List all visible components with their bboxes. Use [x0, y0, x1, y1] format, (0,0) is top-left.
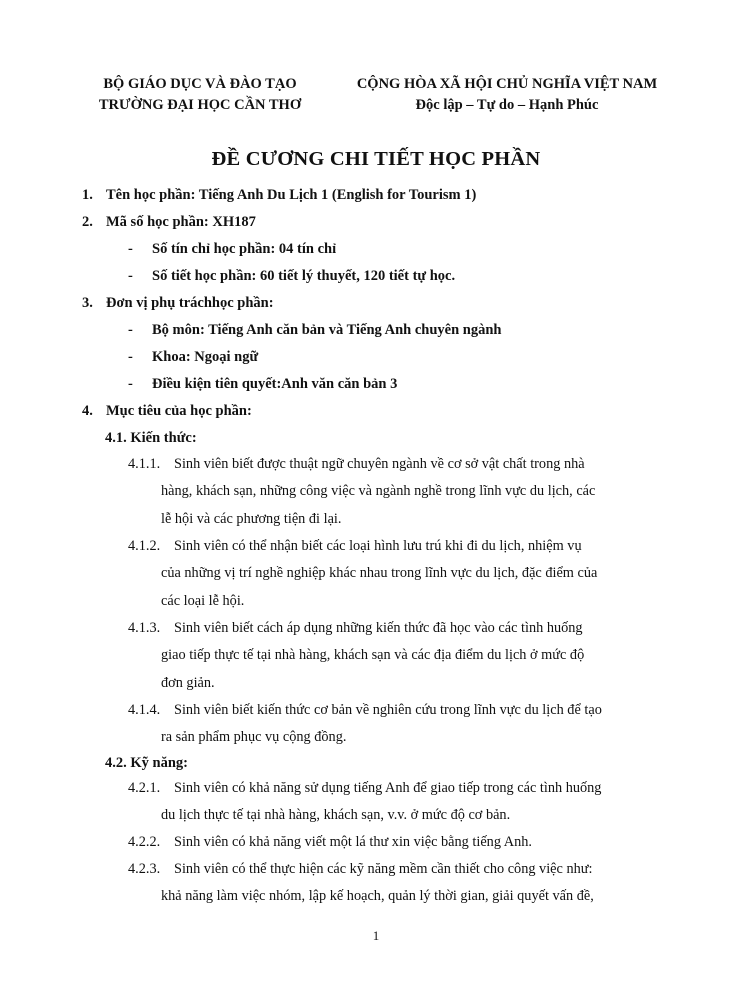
section-3-item: - Bộ môn: Tiếng Anh căn bản và Tiếng Anh chuyên ngành — [128, 322, 502, 338]
page-number: 1 — [372, 928, 380, 943]
document-title: ĐỀ CƯƠNG CHI TIẾT HỌC PHẦN — [211, 148, 541, 170]
section-3-item: - Khoa: Ngoại ngữ — [128, 349, 259, 365]
objective-4-2-1: 4.2.1. Sinh viên có khả năng sử dụng tiếng Anh để giao tiếp trong các tình huống du lịch thực tế tại nhà hàng, khách sạn, v.v. ở mức độ cơ bản. — [128, 780, 602, 824]
objective-4-2-3: 4.2.3. Sinh viên có thể thực hiện các kỹ năng mềm cần thiết cho công việc như: khả năng làm việc nhóm, lập kế hoạch, quản lý thời gian, giải quyết vấn đề, — [128, 861, 594, 905]
section-3-item: - Điều kiện tiên quyết:Anh văn căn bản 3 — [128, 376, 398, 392]
objective-4-1-3: 4.1.3. Sinh viên biết cách áp dụng những kiến thức đã học vào các tình huống giao tiếp thực tế tại nhà hàng, khách sạn và các địa điểm du lịch ở mức độ đơn giản. — [128, 620, 585, 691]
ministry-name: BỘ GIÁO DỤC VÀ ĐÀO TẠO — [103, 76, 297, 92]
objective-4-2-2: 4.2.2. Sinh viên có khả năng viết một lá thư xin việc bằng tiếng Anh. — [128, 834, 532, 850]
header-nation — [332, 74, 682, 116]
subsection-4-2-title: 4.2. Kỹ năng: — [105, 755, 188, 771]
section-2-item: - Số tín chỉ học phần: 04 tín chỉ — [128, 241, 337, 257]
nation-name: CỘNG HÒA XÃ HỘI CHỦ NGHĨA VIỆT NAM — [356, 76, 658, 92]
university-name: TRƯỜNG ĐẠI HỌC CẦN THƠ — [98, 97, 302, 113]
section-2-item: - Số tiết học phần: 60 tiết lý thuyết, 120 tiết tự học. — [128, 268, 456, 284]
section-4: 4. Mục tiêu của học phần: — [82, 403, 252, 419]
objective-4-1-2: 4.1.2. Sinh viên có thể nhận biết các loại hình lưu trú khi đi du lịch, nhiệm vụ của những vị trí nghề nghiệp khác nhau trong lĩnh vực du lịch, đặc điểm của các loại lễ hội. — [128, 538, 598, 609]
section-2: 2. Mã số học phần: XH187 — [82, 214, 256, 230]
subsection-4-1-title: 4.1. Kiến thức: — [105, 430, 197, 446]
objective-4-1-1: 4.1.1. Sinh viên biết được thuật ngữ chuyên ngành về cơ sở vật chất trong nhà hàng, khách sạn, những công việc và ngành nghề trong lĩnh vực du lịch, các lễ hội và các phương tiện đi lại. — [128, 456, 596, 527]
header-ministry — [80, 74, 320, 116]
objective-4-1-4: 4.1.4. Sinh viên biết kiến thức cơ bản về nghiên cứu trong lĩnh vực du lịch để tạo ra sản phẩm phục vụ cộng đồng. — [128, 702, 602, 746]
section-1: 1. Tên học phần: Tiếng Anh Du Lịch 1 (English for Tourism 1) — [82, 187, 477, 203]
nation-motto: Độc lập – Tự do – Hạnh Phúc — [415, 97, 599, 113]
section-3: 3. Đơn vị phụ tráchhọc phần: — [82, 295, 274, 311]
